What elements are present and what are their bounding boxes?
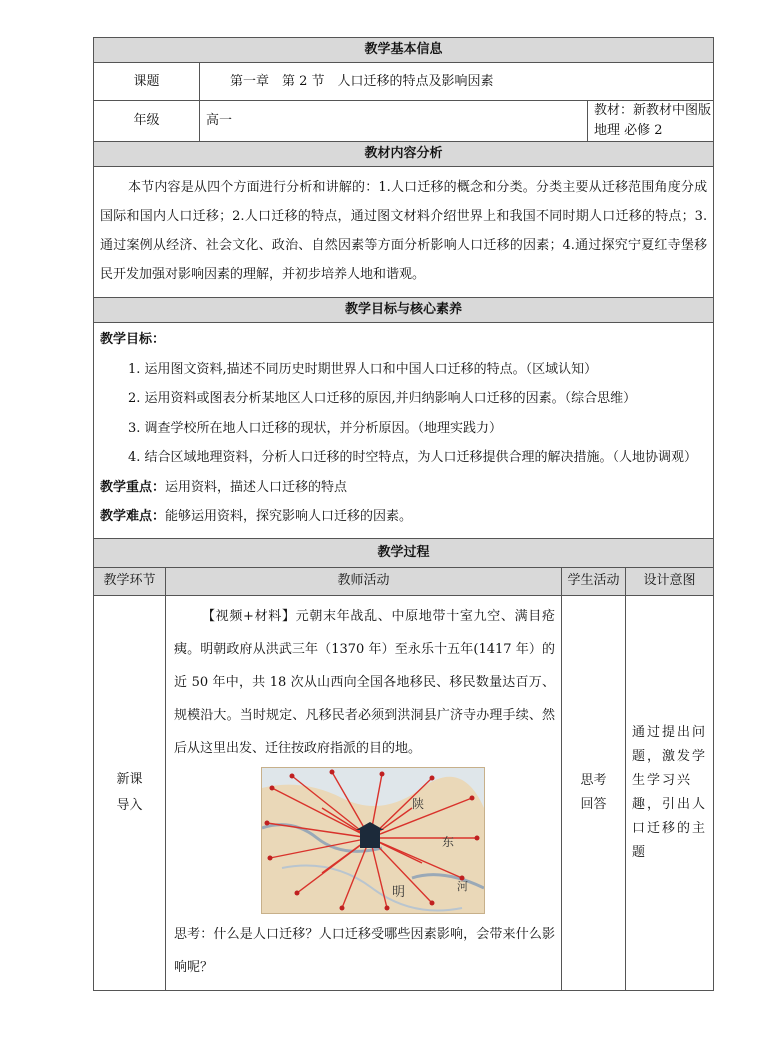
migration-map-image xyxy=(261,767,485,914)
teacher-question-text: 思考：什么是人口迁移？人口迁移受哪些因素影响，会带来什么影响呢？ xyxy=(174,926,555,975)
migration-map-graphic xyxy=(262,768,484,913)
grade-label: 年级 xyxy=(94,101,200,142)
student-activity-cell xyxy=(562,595,626,990)
lesson-table xyxy=(93,37,714,568)
teacher-material-text: 【视频+材料】元朝末年战乱、中原地带十室九空、满目疮痍。明朝政府从洪武三年（1370 年）至永乐十五年(1417 年）的近 50 年中，共 18 次从山西向全国各地移民、移民数量达百万、规模沿大。当时规定、凡移民者必须到洪洞县广济寺办理手续、然后从这里出发、迁往按政府指派的目的地。 xyxy=(174,608,555,756)
col-header-design: 设计意图 xyxy=(626,567,714,595)
goal-item: 1. 运用图文资料,描述不同历史时期世界人口和中国人口迁移的特点。（区域认知） xyxy=(128,361,598,377)
stage-cell xyxy=(94,595,166,990)
goal-item: 4. 结合区域地理资料，分析人口迁移的时空特点，为人口迁移提供合理的解决措施。（人地协调观） xyxy=(128,450,698,465)
col-header-stage: 教学环节 xyxy=(94,567,166,595)
difficulty-value: 能够运用资料，探究影响人口迁移的因素。 xyxy=(165,509,413,524)
map-label: 河 xyxy=(457,879,468,893)
topic-value: 第一章 第 2 节 人口迁移的特点及影响因素 xyxy=(200,63,714,101)
goal-item: 3. 调查学校所在地人口迁移的现状，并分析原因。（地理实践力） xyxy=(128,420,503,436)
col-header-teacher: 教师活动 xyxy=(166,567,562,595)
topic-label: 课题 xyxy=(94,63,200,101)
map-label: 东 xyxy=(442,834,455,849)
col-header-student: 学生活动 xyxy=(562,567,626,595)
teacher-activity-cell xyxy=(166,595,562,990)
textbook-value: 教材：新教材中图版地理 必修 2 xyxy=(588,101,714,142)
map-label: 陕 xyxy=(412,796,425,811)
section-header-basic-info: 教学基本信息 xyxy=(94,38,714,63)
section-header-content-analysis: 教材内容分析 xyxy=(94,142,714,167)
content-analysis-paragraph: 本节内容是从四个方面进行分析和讲解的：1.人口迁移的概念和分类。分类主要从迁移范围角度分成国际和国内人口迁移；2.人口迁移的特点，通过图文材料介绍世界上和我国不同时期人口迁移的特点；3.通过案例从经济、社会文化、政治、自然因素等方面分析影响人口迁移的因素；4.通过探究宁夏红寺堡移民开发加强对影响因素的理解，并初步培养人地和谐观。 xyxy=(100,180,708,282)
stage-line: 导入 xyxy=(116,797,143,813)
map-label: 明 xyxy=(392,884,406,900)
content-analysis-text xyxy=(94,167,714,298)
process-table xyxy=(93,567,714,991)
grade-value: 高一 xyxy=(200,101,588,142)
design-intent-cell: 通过提出问题，激发学生学习兴趣，引出人口迁移的主题 xyxy=(626,595,714,990)
goals-cell xyxy=(94,323,714,539)
goals-label: 教学目标： xyxy=(100,332,166,347)
section-header-process: 教学过程 xyxy=(94,538,714,567)
stage-line: 新课 xyxy=(116,771,143,787)
goal-item: 2. 运用资料或图表分析某地区人口迁移的原因,并归纳影响人口迁移的因素。（综合思维） xyxy=(128,391,637,406)
section-header-goals: 教学目标与核心素养 xyxy=(94,298,714,323)
student-line: 思考 xyxy=(580,772,607,788)
key-point-label: 教学重点： xyxy=(100,479,166,495)
key-point-value: 运用资料，描述人口迁移的特点 xyxy=(165,479,348,495)
student-line: 回答 xyxy=(580,796,607,812)
lesson-plan xyxy=(93,37,713,991)
difficulty-label: 教学难点： xyxy=(100,509,166,524)
